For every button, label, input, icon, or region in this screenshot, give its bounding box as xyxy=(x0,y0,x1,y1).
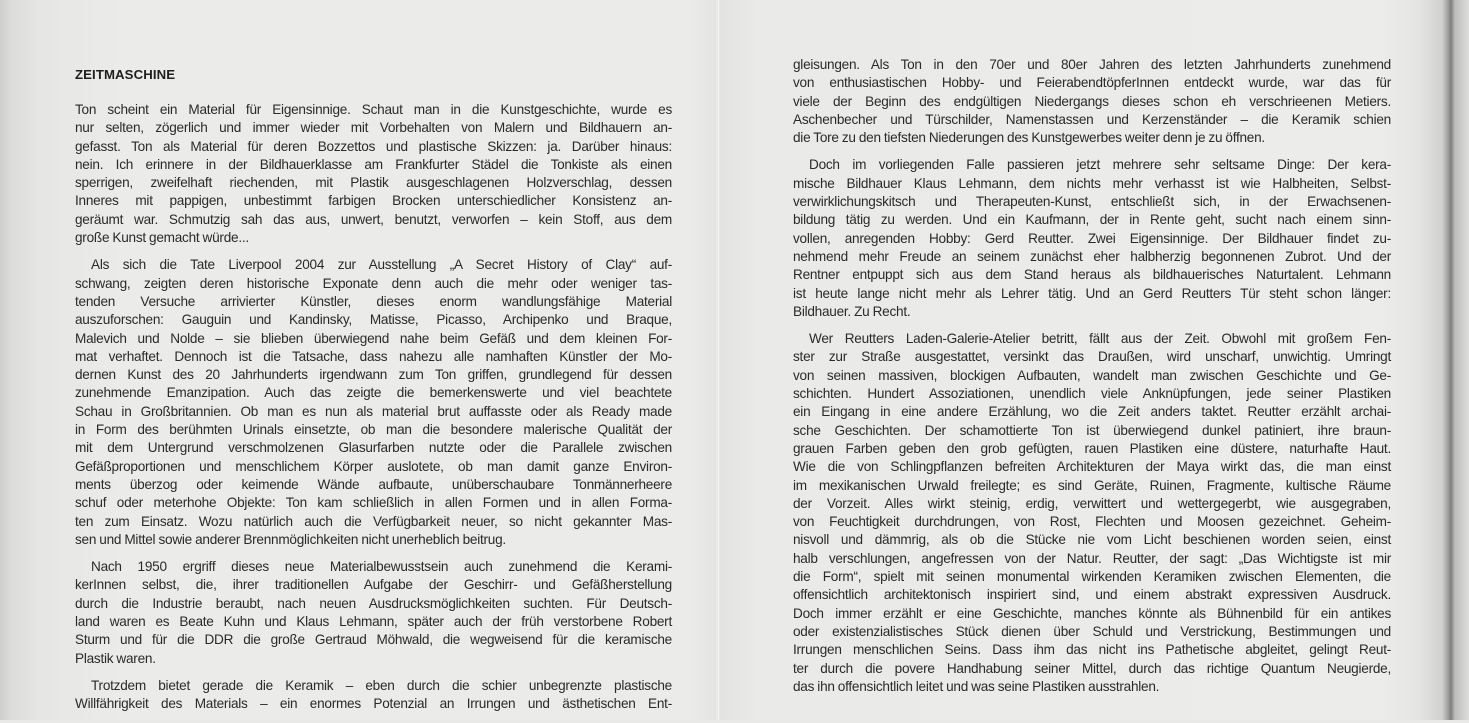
text-line: Doch immer erzählt er eine Geschichte, manches könnte als Bühnenbild für ein antikes xyxy=(793,605,1391,621)
text-line: Wer Reutters Laden-Galerie-Atelier betritt, fällt aus der Zeit. Obwohl mit großem Fen- xyxy=(809,331,1391,347)
right-page-text xyxy=(793,56,1391,705)
text-line: ments überzog oder keimende Wände aufbaute, unüberschaubare Tonmännerheere xyxy=(75,476,672,492)
text-line: mische Bildhauer Klaus Lehmann, dem nichts mehr verhasst ist wie Halbheiten, Selbst- xyxy=(793,175,1391,191)
text-line: sche Geschichten. Der schamottierte Ton ist überwiegend dunkel patiniert, ihre braun- xyxy=(793,422,1391,438)
text-line: Nach 1950 ergriff dieses neue Materialbewusstsein auch zunehmend die Kerami- xyxy=(91,559,672,575)
text-line: Trotzdem bietet gerade die Keramik – eben durch die schier unbegrenzte plastische xyxy=(91,677,672,693)
text-line: ten zum Einsatz. Wozu natürlich auch die Verfügbarkeit neuer, so nicht gekannter Mas- xyxy=(75,513,672,529)
text-line: der Vorzeit. Alles wirkt steinig, erdig, verwittert und wettergegerbt, wie ausgegraben, xyxy=(793,495,1391,511)
text-line: von enthusiastischen Hobby- und FeierabendtöpferInnen entdeckt wurde, war das für xyxy=(793,75,1391,91)
text-line: nehmend mehr Freude an seinem zunächst eher halbherzig begonnenen Zubrot. Und der xyxy=(793,248,1391,264)
text-line: die Tore zu den tiefsten Niederungen des Kunstgewerbes weiter denn je zu öffnen. xyxy=(793,130,1265,146)
text-line: Bildhauer. Zu Recht. xyxy=(793,303,911,319)
text-line: schwang, zeigten deren historische Exponate denn auch die mehr oder weniger tas- xyxy=(75,275,672,291)
right-paragraphs xyxy=(793,56,1391,696)
paragraph xyxy=(75,101,672,247)
text-line: ist heute lange nicht mehr als Lehrer tätig. Und an Gerd Reutters Tür steht schon länger: xyxy=(793,285,1391,301)
text-line: auszuforschen: Gauguin und Kandinsky, Matisse, Picasso, Archipenko und Braque, xyxy=(75,312,672,328)
paragraph xyxy=(75,558,672,668)
text-line: das ihn offensichtlich leitet und was seine Plastiken ausstrahlen. xyxy=(793,678,1160,694)
text-line: tenden Versuche arrivierter Künstler, dieses enorm wandlungsfähige Material xyxy=(75,293,672,309)
text-line: Als sich die Tate Liverpool 2004 zur Ausstellung „A Secret History of Clay“ auf- xyxy=(91,257,672,273)
text-line: schichten. Hundert Assoziationen, unendlich viele Anknüpfungen, jede seiner Plastiken xyxy=(793,386,1391,402)
text-line: im mexikanischen Urwald freilegte; es sind Geräte, Ruinen, Fragmente, kultische Räume xyxy=(793,477,1391,493)
text-line: Plastik waren. xyxy=(75,650,156,666)
text-line: sen und Mittel sowie anderer Brennmöglichkeiten nicht unerheblich beitrug. xyxy=(75,531,506,547)
paragraph xyxy=(75,677,672,714)
text-line: in Form des berühmten Urinals einsetzte, ob man die besondere malerische Qualität der xyxy=(75,422,672,438)
text-line: vollen, anregenden Hobby: Gerd Reutter. Zwei Eigensinnige. Der Bildhauer findet zu- xyxy=(793,230,1391,246)
text-line: mit dem Untergrund verschmolzenen Glasurfarben nutzte oder die Parallele zwischen xyxy=(75,440,672,456)
text-line: die Form“, spielt mit seinen monumental wirkenden Keramiken zwischen Elementen, die xyxy=(793,569,1391,585)
text-line: gefasst. Ton als Material für deren Bozzettos und plastische Skizzen: ja. Darüber hinaus: xyxy=(75,138,672,154)
text-line: Rentner entpuppt sich aus dem Stand heraus als bildhauerisches Naturtalent. Lehmann xyxy=(793,267,1391,283)
text-line: durch die Industrie beraubt, nach neuen Ausdrucksmöglichkeiten suchten. Für Deutsch- xyxy=(75,595,672,611)
text-line: mat verhaftet. Dennoch ist die Tatsache, dass nahezu alle namhaften Künstler der Mo- xyxy=(75,348,672,364)
text-line: nein. Ich erinnere in der Bildhauerklasse am Frankfurter Städel die Tonkiste als einen xyxy=(75,156,672,172)
paragraph xyxy=(793,56,1391,147)
text-line: Doch im vorliegenden Falle passieren jetzt mehrere sehr seltsame Dinge: Der kera- xyxy=(809,157,1391,173)
text-line: viele der Beginn des endgültigen Niedergangs dieses schon eh verschrieenen Metiers. xyxy=(793,93,1391,109)
text-line: nisvoll und dämmrig, als ob die Stücke nie vom Licht beschienen worden seien, einst xyxy=(793,532,1391,548)
text-line: große Kunst gemacht würde... xyxy=(75,230,249,246)
text-line: land waren es Beate Kuhn und Klaus Lehmann, später auch der früh verstorbene Robert xyxy=(75,614,672,630)
text-line: ein Eingang in eine andere Erzählung, wo die Zeit anders taktet. Reutter erzählt archai- xyxy=(793,404,1391,420)
text-line: nur selten, zögerlich und immer wieder mit Vorbehalten von Malern und Bildhauern an- xyxy=(75,120,672,136)
text-line: zunehmende Emanzipation. Auch das zeigte die bemerkenswerte und viel beachtete xyxy=(75,385,672,401)
text-line: ter durch die povere Handhabung seiner Mittel, durch das richtige Quantum Neugierde, xyxy=(793,660,1391,676)
text-line: sperrigen, zweifelhaft riechenden, mit Plastik ausgeschlagenen Holzverschlag, dessen xyxy=(75,175,672,191)
paragraph xyxy=(793,330,1391,696)
text-line: Inneres mit pappigen, unbestimmt farbigen Brocken unterschiedlicher Konsistenz an- xyxy=(75,193,672,209)
text-line: halb verschlungen, angefressen von der Natur. Reutter, der sagt: „Das Wichtigste ist mir xyxy=(793,550,1391,566)
left-page-text xyxy=(75,66,672,723)
text-line: Schau in Großbritannien. Ob man es nun als material brut auffasste oder als Ready made xyxy=(75,403,672,419)
text-line: Gefäßproportionen und menschlichem Körper auslotete, ob man damit ganze Environ- xyxy=(75,458,672,474)
section-heading: ZEITMASCHINE xyxy=(75,67,176,82)
text-line: Ton scheint ein Material für Eigensinnige. Schaut man in die Kunstgeschichte, wurde es xyxy=(75,102,672,117)
page-edge-shadow xyxy=(1441,0,1469,720)
text-line: oder existenzialistisches Stück dienen über Schuld und Verstrickung, Bestimmungen und xyxy=(793,623,1391,639)
text-line: Wie die von Schlingpflanzen befreiten Architekturen der Maya wirkt das, die man einst xyxy=(793,459,1391,475)
text-line: Aschenbecher und Türschilder, Namenstassen und Kerzenständer – die Keramik schien xyxy=(793,111,1391,127)
paragraph xyxy=(75,256,672,549)
text-line: bildung tätig zu werden. Und ein Kaufmann, der in Rente geht, sucht nach einem sinn- xyxy=(793,212,1391,228)
right-page xyxy=(720,0,1442,720)
text-line: von Feuchtigkeit durchdrungen, von Rost, Flechten und Moosen gezeichnet. Geheim- xyxy=(793,514,1391,530)
text-line: Irrungen menschlichen Seins. Dass ihm das nicht ins Pathetische abgleitet, gelingt Reut- xyxy=(793,642,1391,658)
text-line: offensichtlich architektonisch inspiriert sind, und einem abstrakt expressiven Ausdruck. xyxy=(793,587,1391,603)
text-line: dernen Kunst des 20 Jahrhunderts irgendwann zum Ton griffen, grundlegend für dessen xyxy=(75,367,672,383)
text-line: ster zur Straße ausgestattet, versinkt das Draußen, wird unscharf, unwichtig. Umringt xyxy=(793,349,1391,365)
left-paragraphs xyxy=(75,101,672,714)
text-line: von seinen massiven, blockigen Aufbauten, wandelt man zwischen Geschichte und Ge- xyxy=(793,367,1391,383)
text-line: kerInnen selbst, die, ihrer traditionellen Aufgabe der Geschirr- und Gefäßherstellung xyxy=(75,577,672,593)
paragraph xyxy=(793,156,1391,321)
text-line: gleisungen. Als Ton in den 70er und 80er Jahren des letzten Jahrhunderts zunehmend xyxy=(793,57,1391,72)
text-line: schuf oder meterhohe Objekte: Ton kam schließlich in allen Formen und in allen Forma- xyxy=(75,495,672,511)
text-line: Malevich und Nolde – sie blieben überwiegend nahe beim Gefäß und dem kleinen For- xyxy=(75,330,672,346)
text-line: verwirklichungskitsch und Therapeuten-Kunst, entschließt sich, in der Erwachsenen- xyxy=(793,194,1391,210)
text-line: Sturm und für die DDR die große Gertraud Möhwald, die wegweisend für die keramische xyxy=(75,632,672,648)
text-line: Willfährigkeit des Materials – ein enormes Potenzial an Irrungen und ästhetischen Ent- xyxy=(75,696,672,712)
text-line: grauen Farben geben den grob gefügten, rauen Plastiken eine düstere, naturhafte Haut. xyxy=(793,440,1391,456)
left-page xyxy=(0,0,718,720)
text-line: geräumt war. Schmutzig sah das aus, unwert, benutzt, verworfen – kein Stoff, aus dem xyxy=(75,211,672,227)
